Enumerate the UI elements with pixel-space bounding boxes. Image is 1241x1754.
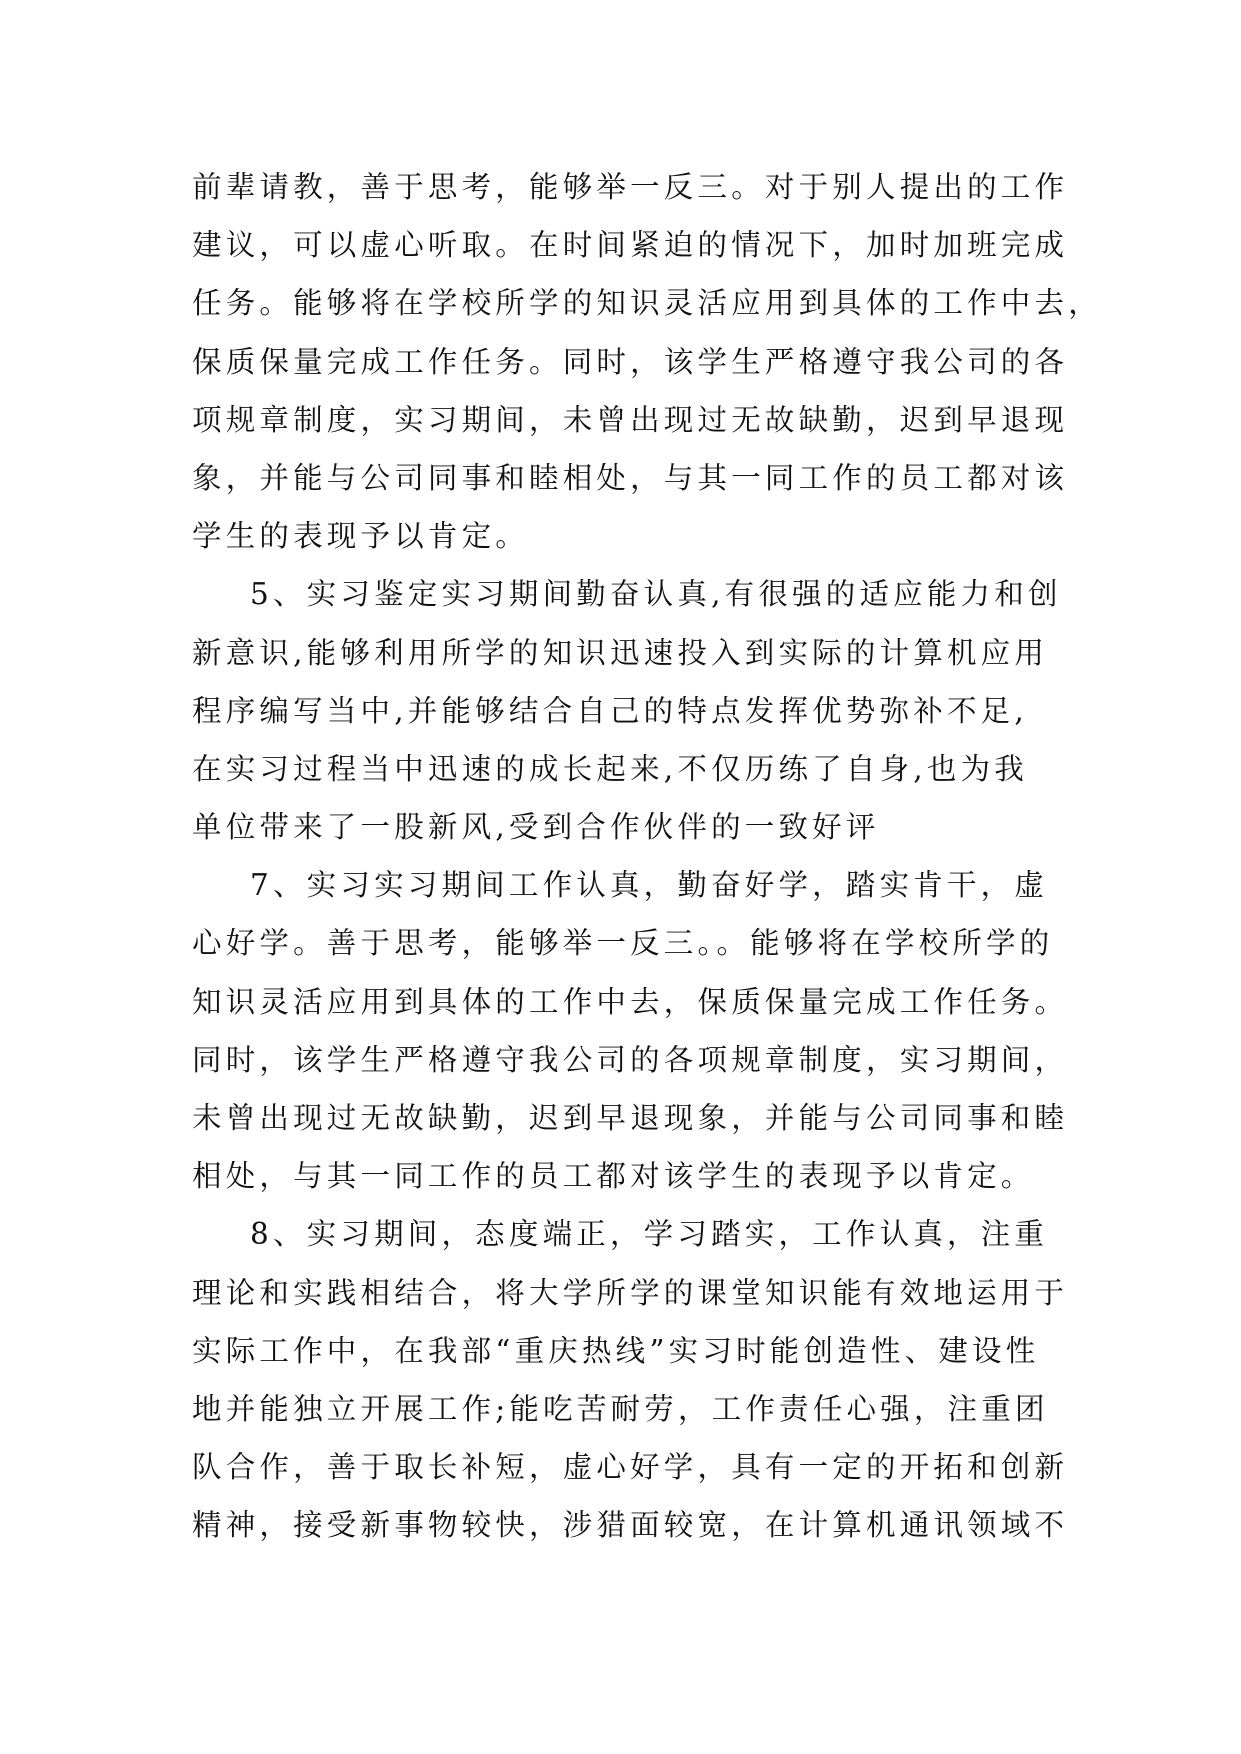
text-line: 任务。能够将在学校所学的知识灵活应用到具体的工作中去， [192,286,1102,321]
text-line: 地并能独立开展工作;能吃苦耐劳，工作责任心强，注重团 [192,1391,1049,1426]
document-body [192,158,1102,1555]
text-line: 新意识,能够利用所学的知识迅速投入到实际的计算机应用 [192,635,1049,670]
text-line: 单位带来了一股新风,受到合作伙伴的一致好评 [192,810,880,845]
text-line: 心好学。善于思考，能够举一反三。。能够将在学校所学的 [192,926,1054,961]
paragraph-first-line: 5、实习鉴定实习期间勤奋认真,有很强的适应能力和创 [250,577,1062,612]
text-line: 队合作，善于取长补短，虚心好学，具有一定的开拓和创新 [192,1450,1069,1485]
text-line: 项规章制度，实习期间，未曾出现过无故缺勤，迟到早退现 [192,402,1069,437]
text-line: 建议，可以虚心听取。在时间紧迫的情况下，加时加班完成 [192,228,1069,263]
text-line: 知识灵活应用到具体的工作中去，保质保量完成工作任务。 [192,984,1069,1019]
text-line: 在实习过程当中迅速的成长起来,不仅历练了自身,也为我 [192,751,1028,786]
text-line: 前辈请教，善于思考，能够举一反三。对于别人提出的工作 [192,170,1069,204]
paragraph-first-line: 8、实习期间，态度端正，学习踏实，工作认真，注重 [250,1217,1049,1252]
text-line: 学生的表现予以肯定。 [192,519,530,554]
text-line: 相处，与其一同工作的员工都对该学生的表现予以肯定。 [192,1159,1035,1194]
text-line: 保质保量完成工作任务。同时，该学生严格遵守我公司的各 [192,344,1069,379]
paragraph-first-line: 7、实习实习期间工作认真，勤奋好学，踏实肯干，虚 [250,868,1049,903]
text-line: 理论和实践相结合，将大学所学的课堂知识能有效地运用于 [192,1275,1069,1310]
text-line: 程序编写当中,并能够结合自己的特点发挥优势弥补不足, [192,693,1028,728]
text-line: 同时，该学生严格遵守我公司的各项规章制度，实习期间， [192,1042,1069,1077]
text-line: 未曾出现过无故缺勤，迟到早退现象，并能与公司同事和睦 [192,1101,1069,1135]
text-line: 象，并能与公司同事和睦相处，与其一同工作的员工都对该 [192,460,1069,495]
text-line: 实际工作中，在我部“重庆热线”实习时能创造性、建设性 [192,1333,1040,1368]
text-line: 精神，接受新事物较快，涉猎面较宽，在计算机通讯领域不 [192,1508,1069,1543]
